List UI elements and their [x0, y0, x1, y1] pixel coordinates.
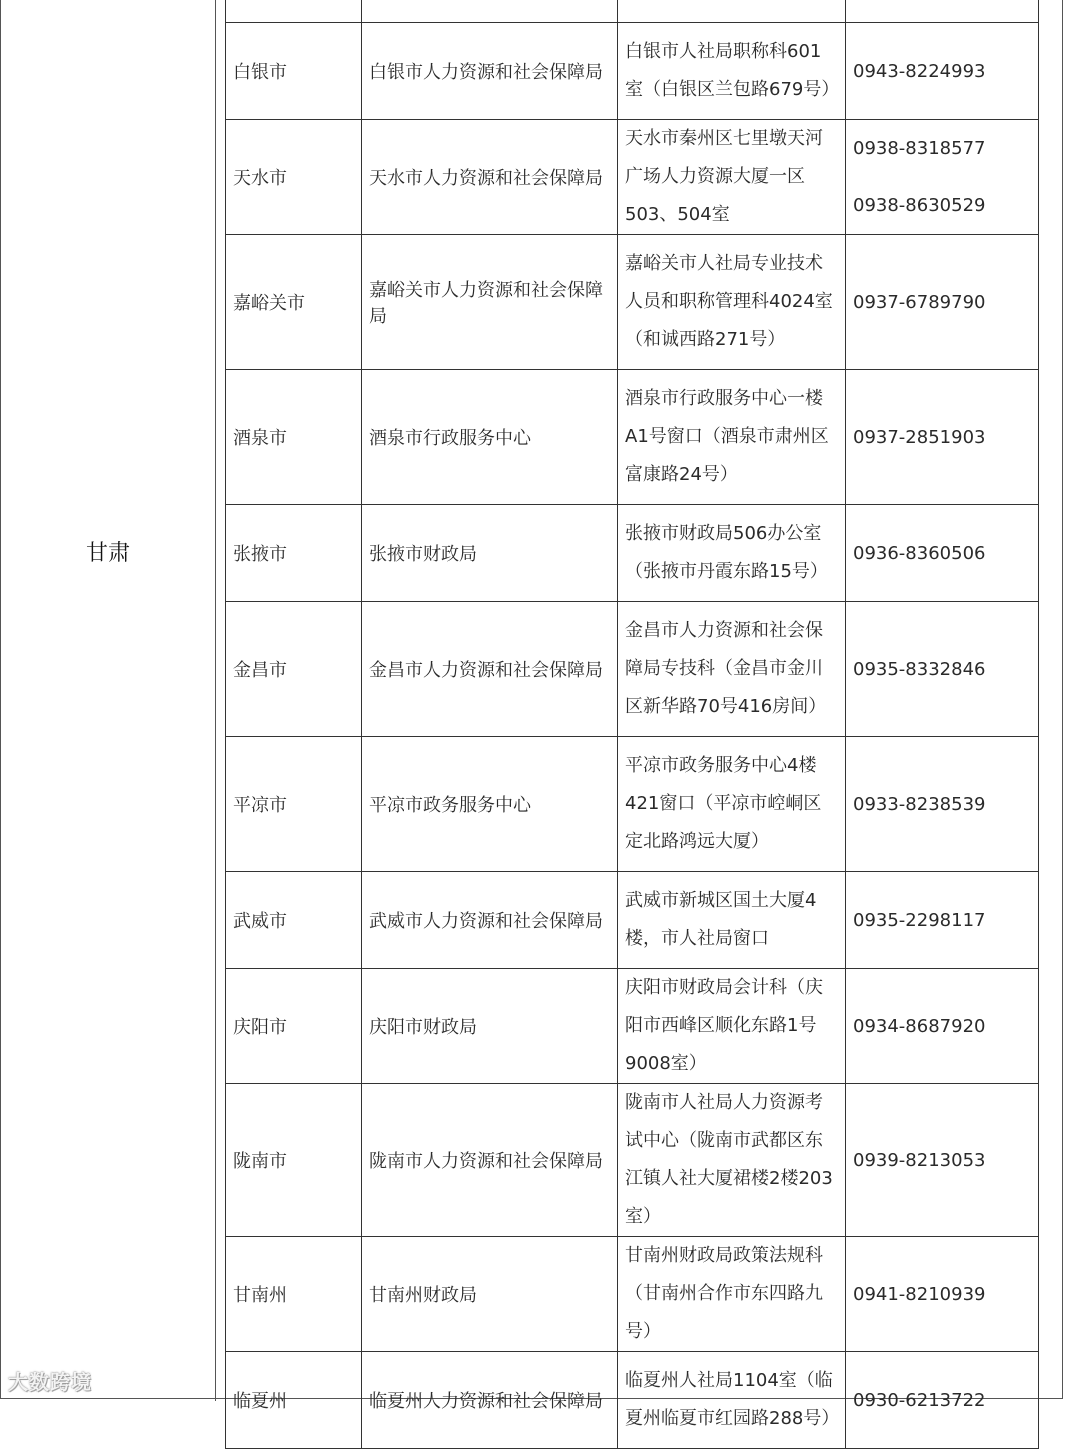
- phone-cell: [846, 872, 1039, 969]
- table-row: [226, 1237, 1039, 1352]
- agency-cell: 张掖市财政局: [362, 505, 618, 602]
- phone-number: 0937-2851903: [853, 426, 986, 448]
- city-cell: 庆阳市: [226, 969, 362, 1084]
- phone-cell: [846, 1352, 1039, 1449]
- address-cell: 平凉市政务服务中心4楼421窗口（平凉市崆峒区定北路鸿远大厦）: [618, 737, 846, 872]
- phone-cell: [846, 23, 1039, 120]
- phone-number: 0939-8213053: [853, 1149, 986, 1171]
- phone-number: 0934-8687920: [853, 1015, 986, 1037]
- phone-number: 0941-8210939: [853, 1283, 986, 1305]
- phone-cell: [846, 602, 1039, 737]
- address-cell: 酒泉市行政服务中心一楼A1号窗口（酒泉市肃州区富康路24号）: [618, 370, 846, 505]
- city-cell: 白银市: [226, 23, 362, 120]
- address-cell: 陇南市人社局人力资源考试中心（陇南市武都区东江镇人社大厦裙楼2楼203室）: [618, 1084, 846, 1237]
- phone-cell: [846, 1237, 1039, 1352]
- phone-cell: [846, 737, 1039, 872]
- table-row: [226, 969, 1039, 1084]
- phone-number: 0938-8630529: [853, 195, 986, 216]
- address-cell: 庆阳市财政局会计科（庆阳市西峰区顺化东路1号9008室）: [618, 969, 846, 1084]
- phone-number: 0935-8332846: [853, 658, 986, 680]
- phone-number: 0936-8360506: [853, 542, 986, 564]
- city-cell: 天水市: [226, 120, 362, 235]
- city-cell: 嘉峪关市: [226, 235, 362, 370]
- address-cell: 甘南州财政局政策法规科（甘南州合作市东四路九号）: [618, 1237, 846, 1352]
- phone-cell: [846, 1084, 1039, 1237]
- city-cell: [226, 0, 362, 23]
- agency-cell: 白银市人力资源和社会保障局: [362, 23, 618, 120]
- agency-cell: 陇南市人力资源和社会保障局: [362, 1084, 618, 1237]
- agency-cell: 武威市人力资源和社会保障局: [362, 872, 618, 969]
- agency-cell: 平凉市政务服务中心: [362, 737, 618, 872]
- table-row: [226, 0, 1039, 23]
- phone-number: 0937-6789790: [853, 291, 986, 313]
- address-cell: 天水市秦州区七里墩天河广场人力资源大厦一区503、504室: [618, 120, 846, 235]
- address-cell: 白银市人社局职称科601室（白银区兰包路679号）: [618, 23, 846, 120]
- city-cell: 甘南州: [226, 1237, 362, 1352]
- table-row: [226, 235, 1039, 370]
- agency-cell: 临夏州人力资源和社会保障局: [362, 1352, 618, 1449]
- agency-cell: 庆阳市财政局: [362, 969, 618, 1084]
- province-label: 甘肃: [85, 541, 130, 566]
- address-cell: 嘉峪关市人社局专业技术人员和职称管理科4024室（和诚西路271号）: [618, 235, 846, 370]
- agency-cell: 天水市人力资源和社会保障局: [362, 120, 618, 235]
- table-row: [226, 505, 1039, 602]
- address-cell: 张掖市财政局506办公室（张掖市丹霞东路15号）: [618, 505, 846, 602]
- phone-number: 0935-2298117: [853, 909, 986, 931]
- city-cell: 张掖市: [226, 505, 362, 602]
- city-cell: 临夏州: [226, 1352, 362, 1449]
- phone-number: 0933-8238539: [853, 793, 986, 815]
- agency-cell: [362, 0, 618, 23]
- agency-cell: 酒泉市行政服务中心: [362, 370, 618, 505]
- phone-cell: [846, 0, 1039, 23]
- city-cell: 平凉市: [226, 737, 362, 872]
- address-cell: [618, 0, 846, 23]
- address-cell: 武威市新城区国土大厦4楼，市人社局窗口: [618, 872, 846, 969]
- table-row: [226, 872, 1039, 969]
- phone-cell: [846, 505, 1039, 602]
- phone-cell: [846, 370, 1039, 505]
- office-table-body: [226, 0, 1039, 1449]
- address-cell: 金昌市人力资源和社会保障局专技科（金昌市金川区新华路70号416房间）: [618, 602, 846, 737]
- agency-cell: 嘉峪关市人力资源和社会保障局: [362, 235, 618, 370]
- phone-cell: [846, 235, 1039, 370]
- table-row: [226, 1352, 1039, 1449]
- address-cell: 临夏州人社局1104室（临夏州临夏市红园路288号）: [618, 1352, 846, 1449]
- phone-cell: [846, 120, 1039, 235]
- agency-cell: 金昌市人力资源和社会保障局: [362, 602, 618, 737]
- city-cell: 金昌市: [226, 602, 362, 737]
- table-row: [226, 120, 1039, 235]
- table-row: [226, 737, 1039, 872]
- table-row: [226, 370, 1039, 505]
- table-row: [226, 23, 1039, 120]
- table-row: [226, 1084, 1039, 1237]
- table-row: [226, 602, 1039, 737]
- phone-cell: [846, 969, 1039, 1084]
- watermark-logo: 大数跨境: [8, 1370, 92, 1394]
- city-cell: 武威市: [226, 872, 362, 969]
- city-cell: 酒泉市: [226, 370, 362, 505]
- agency-cell: 甘南州财政局: [362, 1237, 618, 1352]
- phone-number: 0943-8224993: [853, 60, 986, 82]
- phone-number: 0938-8318577: [853, 138, 986, 159]
- city-cell: 陇南市: [226, 1084, 362, 1237]
- phone-number: 0930-6213722: [853, 1389, 986, 1411]
- office-table: [225, 0, 1039, 1449]
- province-column: [0, 0, 216, 1401]
